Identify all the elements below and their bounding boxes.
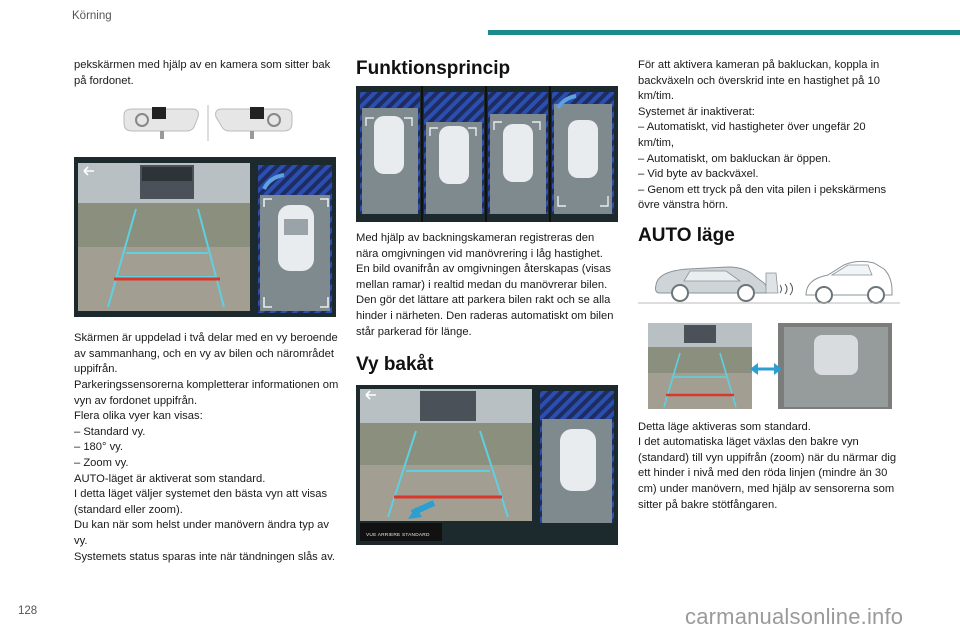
camera-screen-image	[74, 157, 336, 317]
activation-line-4: – Automatiskt, om bakluckan är öppen.	[638, 152, 831, 165]
heading-principle: Funktionsprincip	[356, 58, 511, 79]
column-1-body	[74, 331, 340, 565]
auto-mode-screens	[638, 323, 904, 409]
principle-line-1: Med hjälp av backningskameran registreras den nära omgivningen vid manövrering i låg hastighet.	[356, 232, 603, 260]
intro-text: pekskärmen med hjälp av en kamera som sitter bak på fordonet.	[74, 59, 331, 87]
car-top-view-icon	[278, 205, 314, 271]
principle-line-2: En bild ovanifrån av omgivningen återskapas (visas mellan ramar) i realtid medan du manövrerar bilen.	[356, 263, 611, 291]
column-3	[638, 58, 904, 513]
rear-view-image	[356, 385, 618, 545]
body-line-7: AUTO-läget är aktiverat som standard.	[74, 472, 266, 485]
body-line-5: – 180° vy.	[74, 441, 124, 454]
auto-mode-car-illustration	[638, 255, 904, 313]
page-number: 128	[18, 605, 38, 617]
double-arrow-icon	[750, 363, 782, 375]
activation-line-5: – Vid byte av backväxel.	[638, 168, 759, 181]
activation-line-2: Systemet är inaktiverat:	[638, 105, 755, 118]
header-section-title: Körning	[72, 10, 112, 22]
body-line-8: I detta läget väljer systemet den bästa vyn att visas (standard eller zoom).	[74, 488, 328, 516]
column-2	[356, 58, 618, 545]
dashboard-camera-icons	[122, 105, 340, 141]
heading-auto-mode: AUTO läge	[638, 224, 735, 246]
body-line-4: – Standard vy.	[74, 425, 146, 438]
auto-line-2: I det automatiska läget växlas den bakre vyn (standard) till vyn uppifrån (zoom) när du närmar dig ett hinder i nivå med den röda linjen (mindre än 30 cm) under manövern, med hjälp av sensorerna som sitter på bakre stötfångaren.	[638, 436, 897, 511]
rear-view-screen-label: VUE ARRIERE STANDARD	[366, 533, 430, 539]
body-line-3: Flera olika vyer kan visas:	[74, 410, 203, 423]
body-line-6: – Zoom vy.	[74, 456, 129, 469]
activation-body	[638, 58, 904, 214]
watermark: carmanualsonline.info	[685, 604, 904, 629]
body-line-2: Parkeringssensorerna kompletterar informationen om vyn av fordonet uppifrån.	[74, 378, 339, 407]
dashboard-camera-icon	[122, 105, 294, 141]
body-line-10: Systemets status sparas inte när tändningen slås av.	[74, 550, 335, 563]
heading-rear-view: Vy bakåt	[356, 354, 434, 376]
column-1	[74, 58, 340, 565]
activation-line-3: – Automatiskt, vid hastigheter över ungefär 20 km/tim,	[638, 121, 866, 149]
principle-line-3: Den gör det lättare att parkera bilen rakt och se alla hinder i närheten. Den raderas automatiskt om bilen står parkerad för länge.	[356, 294, 614, 338]
activation-line-6: – Genom ett tryck på den vita pilen i pekskärmens övre vänstra hörn.	[638, 183, 887, 212]
principle-image	[356, 86, 618, 222]
header-accent-bar	[488, 30, 960, 35]
activation-line-1: För att aktivera kameran på bakluckan, koppla in backväxeln och överskrid inte en hastighet på 10 km/tim.	[638, 59, 880, 103]
body-line-9: Du kan när som helst under manövern ändra typ av vy.	[74, 519, 329, 547]
auto-mode-body	[638, 420, 904, 514]
auto-line-1: Detta läge aktiveras som standard.	[638, 420, 811, 433]
body-line-1: Skärmen är uppdelad i två delar med en vy beroende av sammanhang, och en vy av bilen och närområdet uppifrån.	[74, 332, 338, 376]
principle-body	[356, 231, 618, 340]
